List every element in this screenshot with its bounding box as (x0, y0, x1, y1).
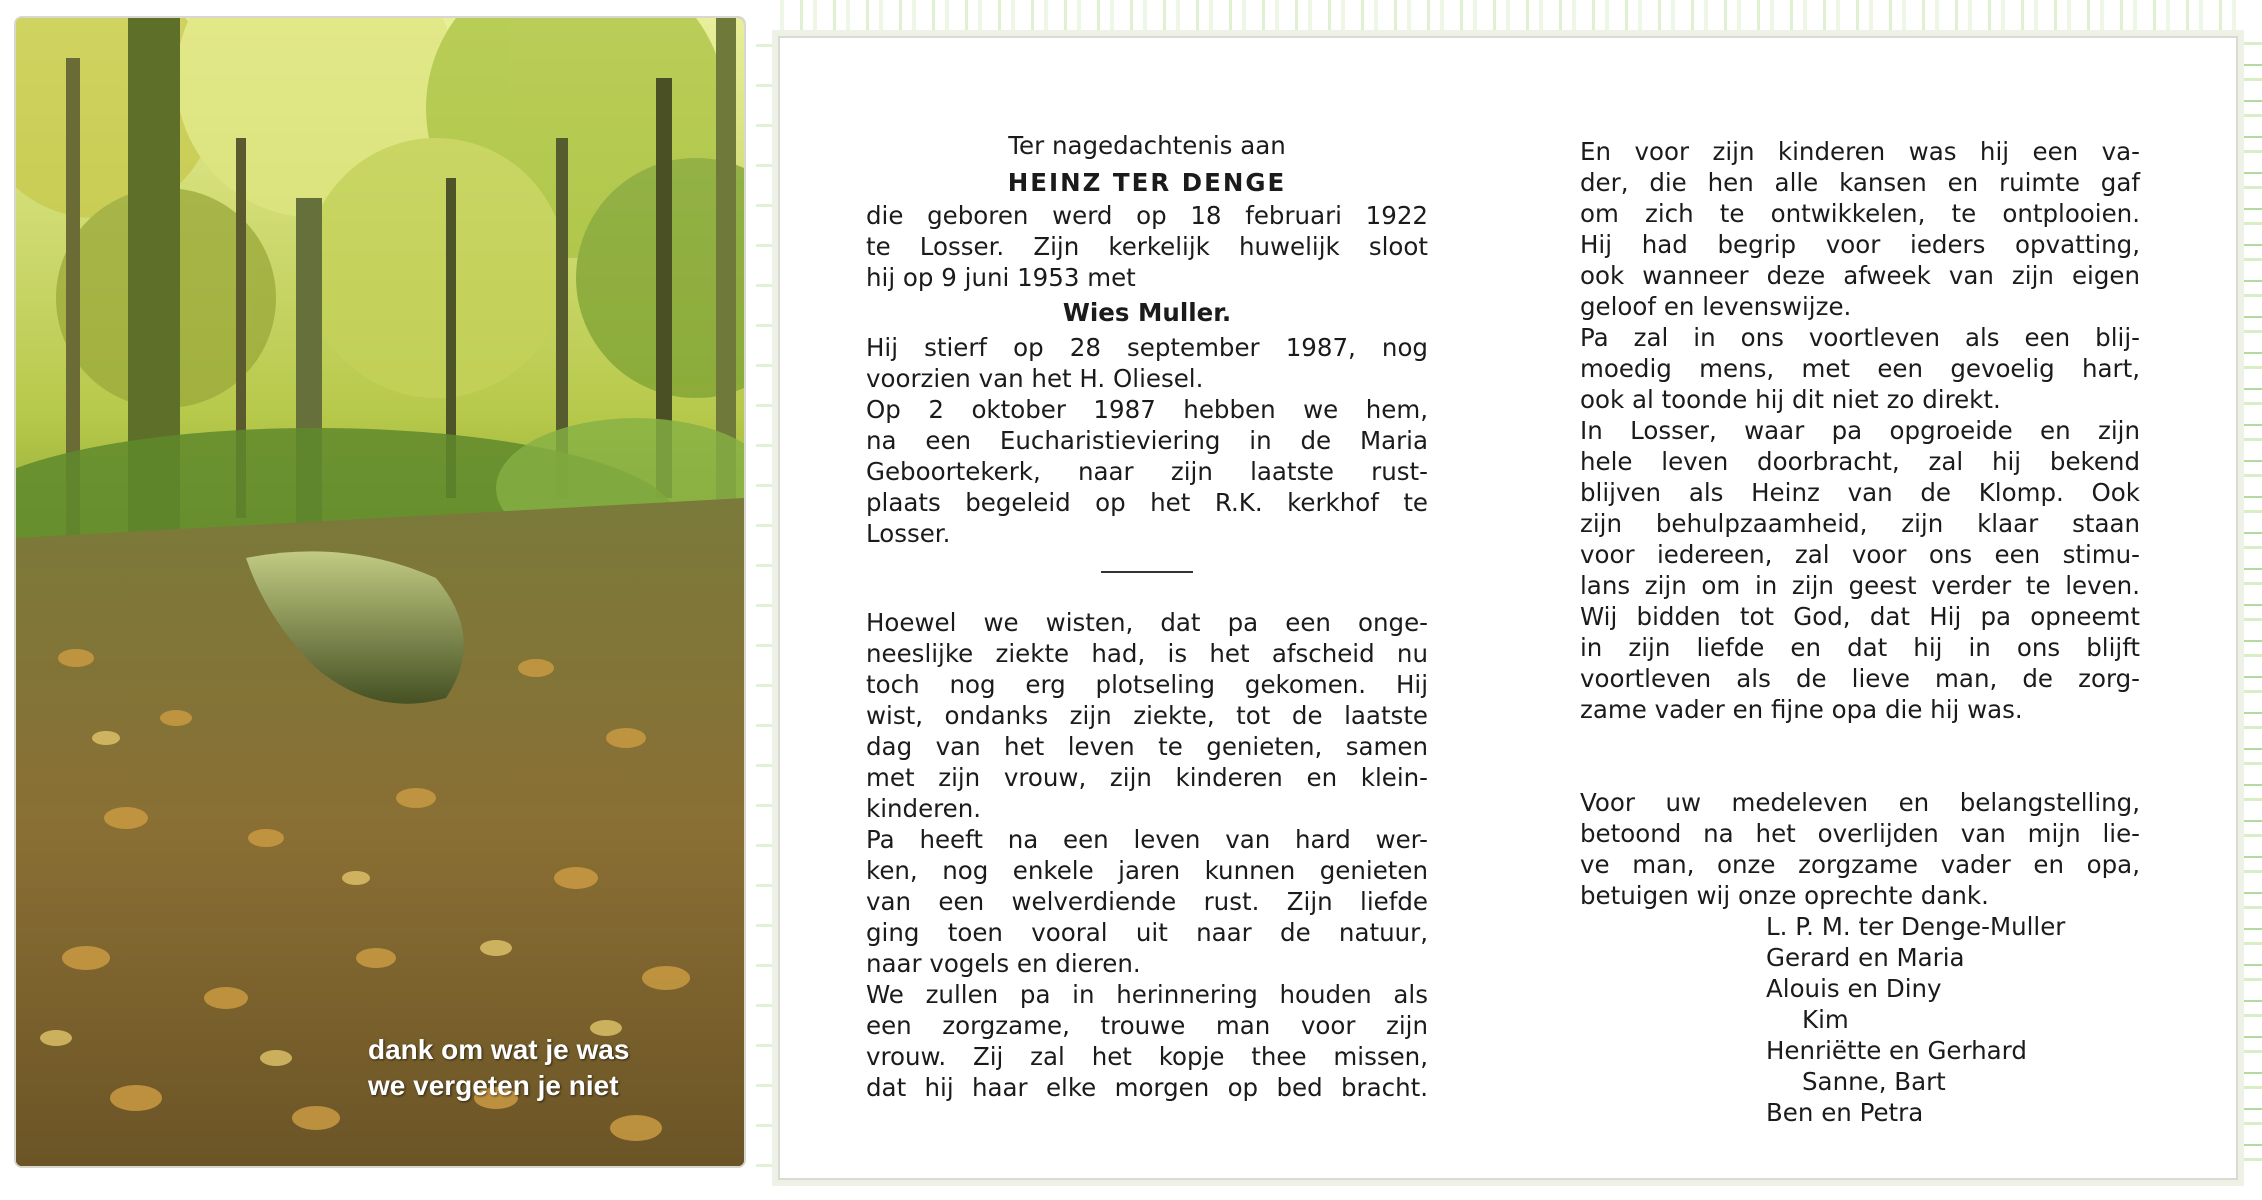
text-line: toch nog erg plotseling gekomen. Hij (866, 670, 1428, 699)
separator-rule (1101, 571, 1193, 573)
memorial-text-card (778, 36, 2238, 1180)
text-line: ook wanneer deze afweek van zijn eigen (1580, 261, 2140, 290)
text-line: kinderen. (866, 794, 982, 823)
text-line: naar vogels en dieren. (866, 949, 1141, 978)
forest-photo (16, 18, 744, 1166)
signature-line: Gerard en Maria (1766, 943, 1965, 972)
text-line: een zorgzame, trouwe man voor zijn (866, 1011, 1428, 1040)
text-line: die geboren werd op 18 februari 1922 (866, 201, 1428, 230)
signature-line: Henriëtte en Gerhard (1766, 1036, 2027, 1065)
intro-heading: Ter nagedachtenis aan (1008, 131, 1286, 160)
signature-line: Ben en Petra (1766, 1098, 1924, 1127)
text-line: Geboortekerk, naar zijn laatste rust- (866, 457, 1428, 486)
text-line: Op 2 oktober 1987 hebben we hem, (866, 395, 1428, 424)
text-line: Hij stierf op 28 september 1987, nog (866, 333, 1428, 362)
text-line: zijn behulpzaamheid, zijn klaar staan (1580, 509, 2140, 538)
scan-edge-right (2240, 30, 2262, 1180)
caption-line-1: dank om wat je was (368, 1034, 630, 1065)
text-line: Hij had begrip voor ieders opvatting, (1580, 230, 2140, 259)
text-line: in zijn liefde en dat hij in ons blijft (1580, 633, 2140, 662)
text-line: En voor zijn kinderen was hij een va- (1580, 137, 2140, 166)
text-line: ging toen vooral uit naar de natuur, (866, 918, 1428, 947)
text-line: vrouw. Zij zal het kopje thee missen, (866, 1042, 1428, 1071)
thanks-line: ve man, onze zorgzame vader en opa, (1580, 850, 2140, 879)
deceased-name: HEINZ TER DENGE (1007, 168, 1287, 197)
signature-line: Alouis en Diny (1766, 974, 1942, 1003)
thanks-line: betoond na het overlijden van mijn lie- (1580, 819, 2140, 848)
text-line: In Losser, waar pa opgroeide en zijn (1580, 416, 2140, 445)
text-line: hele leven doorbracht, zal hij bekend (1580, 447, 2140, 476)
text-line: dat hij haar elke morgen op bed bracht. (866, 1073, 1428, 1102)
caption-line-2: we vergeten je niet (368, 1070, 619, 1101)
thanks-line: Voor uw medeleven en belangstelling, (1580, 788, 2140, 817)
photo-caption (368, 1032, 629, 1104)
text-line: lans zijn om in zijn geest verder te leven. (1580, 571, 2140, 600)
text-line: om zich te ontwikkelen, te ontplooien. (1580, 199, 2140, 228)
text-line: Hoewel we wisten, dat pa een onge- (866, 608, 1428, 637)
text-line: blijven als Heinz van de Klomp. Ook (1580, 478, 2140, 507)
signature-line: Kim (1802, 1005, 1849, 1034)
text-line: neeslijke ziekte had, is het afscheid nu (866, 639, 1428, 668)
text-line: Losser. (866, 519, 951, 548)
text-line: We zullen pa in herinnering houden als (866, 980, 1428, 1009)
text-line: voor iedereen, zal voor ons een stimu- (1580, 540, 2140, 569)
spouse-name: Wies Muller. (1062, 298, 1232, 327)
text-line: Pa zal in ons voortleven als een blij- (1580, 323, 2140, 352)
left-text-column (866, 130, 1428, 1103)
signature-line: L. P. M. ter Denge-Muller (1766, 912, 2066, 941)
text-line: voortleven als de lieve man, de zorg- (1580, 664, 2140, 693)
text-line: Pa heeft na een leven van hard wer- (866, 825, 1428, 854)
text-line: voorzien van het H. Oliesel. (866, 364, 1204, 393)
forest-illustration (16, 18, 744, 1166)
scan-edge-top (770, 0, 2250, 30)
text-line: dag van het leven te genieten, samen (866, 732, 1428, 761)
right-text-column (1580, 136, 2140, 1128)
text-line: Wij bidden tot God, dat Hij pa opneemt (1580, 602, 2140, 631)
spacer (1580, 725, 2140, 787)
text-line: te Losser. Zijn kerkelijk huwelijk sloot (866, 232, 1428, 261)
text-line: zame vader en fijne opa die hij was. (1580, 695, 2023, 724)
text-line: ken, nog enkele jaren kunnen genieten (866, 856, 1428, 885)
text-line: moedig mens, met een gevoelig hart, (1580, 354, 2140, 383)
text-line: van een welverdiende rust. Zijn liefde (866, 887, 1428, 916)
text-line: ook al toonde hij dit niet zo direkt. (1580, 385, 2001, 414)
text-line: wist, ondanks zijn ziekte, tot de laatste (866, 701, 1428, 730)
text-line: plaats begeleid op het R.K. kerkhof te (866, 488, 1428, 517)
text-line: met zijn vrouw, zijn kinderen en klein- (866, 763, 1428, 792)
text-line: der, die hen alle kansen en ruimte gaf (1580, 168, 2140, 197)
text-line: hij op 9 juni 1953 met (866, 263, 1136, 292)
text-line: geloof en levenswijze. (1580, 292, 1852, 321)
text-line: na een Eucharistieviering in de Maria (866, 426, 1428, 455)
scan-edge-left (756, 30, 774, 1180)
signature-line: Sanne, Bart (1802, 1067, 1946, 1096)
thanks-line: betuigen wij onze oprechte dank. (1580, 881, 1989, 910)
